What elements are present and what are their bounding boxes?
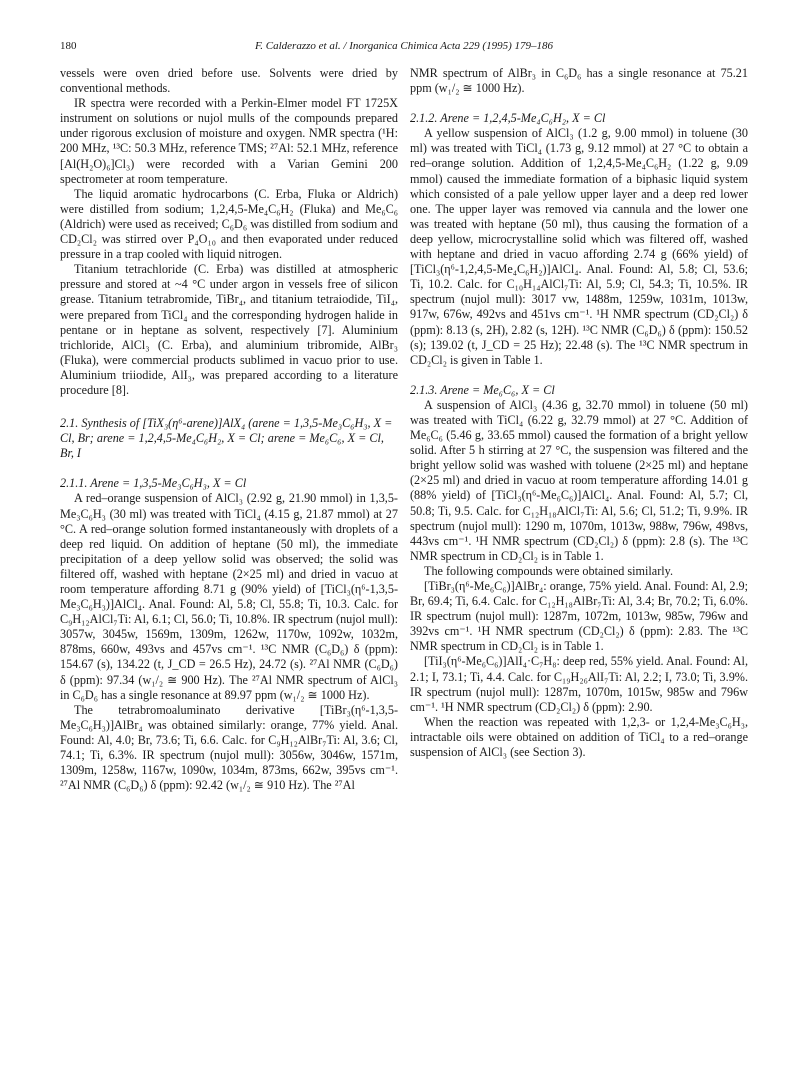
subsection-heading-2-1-1: 2.1.1. Arene = 1,3,5-Me₃C₆H₃, X = Cl <box>60 476 247 491</box>
paragraph-durene-procedure: A yellow suspension of AlCl₃ (1.2 g, 9.00 mmol) in toluene (30 ml) was treated with TiCl₄ (1.73 g, 9.12 mmol) at 27 °C to obtain a red–orange solution. Addition of 1,2,4,5-Me₄C₆H₂ (1.22 g, 9.09 mmol) caused the immediate formation of a biphasic liquid system which consisted of a pale yellow upper layer and a deep red lower one. The upper layer was removed via cannula and the lower one was treated with heptane (50 ml), thus causing the formation of a deep yellow, microcrystalline solid which was filtered off, washed with heptane and dried in vacuo affording 2.74 g (66% yield) of [TiCl₃(η⁶-1,2,4,5-Me₄C₆H₂)]AlCl₄. Anal. Found: Al, 5.8; Cl, 53.6; Ti, 10.2. Calc. for C₁₀H₁₄AlCl₇Ti: Al, 5.9; Cl, 54.3; Ti, 10.5%. IR spectrum (nujol mull): 3017 vw, 1488m, 1259w, 1031m, 1013w, 917w, 676w, 492vs and 451vs cm⁻¹. ¹H NMR spectrum (CD₂Cl₂) δ (ppm): 8.13 (s, 2H), 2.82 (s, 12H). ¹³C NMR (C₆D₆) δ (ppm): 150.52 (s); 139.02 (t, J_CD = 25 Hz); 22.48 (s). The ¹³C NMR spectrum in CD₂Cl₂ is given in Table 1. <box>410 126 748 367</box>
running-header <box>60 40 748 56</box>
subsection-heading-2-1-3: 2.1.3. Arene = Me₆C₆, X = Cl <box>410 382 555 397</box>
paragraph-hexamethylbenzene-procedure: A suspension of AlCl₃ (4.36 g, 32.70 mmol) in toluene (50 ml) was treated with TiCl₄ (6.22 g, 32.79 mmol) at 27 °C. Addition of Me₆C₆ (5.46 g, 33.65 mmol) caused the formation of a bright yellow solid. After 5 h stirring at 27 °C, the suspension was filtered and the bright yellow solid was washed with toluene (2×25 ml) and heptane (2×25 ml) and dried in vacuo at room temperature affording 14.01 g (88% yield) of [TiCl₃(η⁶-Me₆C₆)]AlCl₄. Anal. Found: Al, 5.7; Cl, 50.8; Ti, 9.5. Calc. for C₁₂H₁₈AlCl₇Ti: Al, 5.6; Cl, 51.2; Ti, 9.9%. IR spectrum (nujol mull): 1290 m, 1070m, 1013w, 988w, 796w, 498vs, 443vs cm⁻¹. ¹H NMR spectrum (CD₂Cl₂) δ (ppm): 2.8 (s). The ¹³C NMR spectrum in CD₂Cl₂ is in Table 1. <box>410 397 748 563</box>
section-heading-2-1: 2.1. Synthesis of [TiX₃(η⁶-arene)]AlX₄ (arene = 1,3,5-Me₃C₆H₃, X = Cl, Br; arene = 1,2,4,5-Me₄C₆H₂, X = Cl; arene = Me₆C₆, X = Cl, Br, I <box>60 416 393 461</box>
paragraph-tii3-compound: [TiI₃(η⁶-Me₆C₆)]AlI₄·C₇H₈: deep red, 55% yield. Anal. Found: Al, 2.1; I, 73.1; Ti, 4.4. Calc. for C₁₉H₂₆AlI₇Ti: Al, 2.2; I, 73.0; Ti, 3.9%. IR spectrum (nujol mull): 1287m, 1070m, 1015w, 985w and 796w cm⁻¹. ¹H NMR spectrum (CD₂Cl₂) δ (ppm): 2.90. <box>410 654 748 714</box>
paragraph-hydrocarbons: The liquid aromatic hydrocarbons (C. Erba, Fluka or Aldrich) were distilled from sodium; 1,2,4,5-Me₄C₆H₂ (Fluka) and Me₆C₆ (Aldrich) were used as received; C₆D₆ was distilled from sodium and CD₂Cl₂ was stirred over P₄O₁₀ and then evaporated under reduced pressure in a trap cooled with liquid nitrogen. <box>60 186 398 262</box>
paragraph-titanium: Titanium tetrachloride (C. Erba) was distilled at atmospheric pressure and stored at ~4 °C under argon in vessels free of silicon grease. Titanium tetrabromide, TiBr₄, and titanium tetraiodide, TiI₄, were prepared from TiCl₄ and the corresponding hydrogen halide in pentane or in heptane as solvent, respectively [7]. Aluminium trichloride, AlCl₃ (C. Erba), and aluminium tribromide, AlBr₃ (Fluka), were commercial products sublimed in vacuo prior to use. Aluminium triiodide, AlI₃, was prepared according to a literature procedure [8]. <box>60 262 398 397</box>
paragraph-following-compounds: The following compounds were obtained similarly. <box>424 563 673 578</box>
running-title: F. Calderazzo et al. / Inorganica Chimica Acta 229 (1995) 179–186 <box>254 40 553 52</box>
right-column <box>410 66 748 760</box>
page-number: 180 <box>60 40 77 52</box>
paragraph-albr3-nmr: NMR spectrum of AlBr₃ in C₆D₆ has a single resonance at 75.21 ppm (w₁/₂ ≅ 1000 Hz). <box>410 66 748 96</box>
paragraph-tibr3-compound: [TiBr₃(η⁶-Me₆C₆)]AlBr₄: orange, 75% yield. Anal. Found: Al, 2.9; Br, 69.4; Ti, 6.4. Calc. for C₁₂H₁₈AlBr₇Ti: Al, 3.4; Br, 70.2; Ti, 6.0%. IR spectrum (nujol mull): 1287m, 1072m, 1013w, 985w, 796w and 392vs cm⁻¹. ¹H NMR spectrum (CD₂Cl₂) δ (ppm): 2.83. The ¹³C NMR spectrum in CD₂Cl₂ is in Table 1. <box>410 579 748 654</box>
paragraph-spectra: IR spectra were recorded with a Perkin-Elmer model FT 1725X instrument on solutions or nujol mulls of the compounds prepared under rigorous exclusion of moisture and oxygen. NMR spectra (¹H: 200 MHz, ¹³C: 50.3 MHz, reference TMS; ²⁷Al: 52.1 MHz, reference [Al(H₂O)₆]Cl₃) were recorded with a Varian Gemini 200 spectrometer at room temperature. <box>60 96 398 186</box>
paragraph-vessels: vessels were oven dried before use. Solvents were dried by conventional methods. <box>60 66 398 96</box>
subsection-heading-2-1-2: 2.1.2. Arene = 1,2,4,5-Me₄C₆H₂, X = Cl <box>410 111 606 126</box>
left-column <box>60 66 398 793</box>
paragraph-repeated-reaction: When the reaction was repeated with 1,2,3- or 1,2,4-Me₃C₆H₃, intractable oils were obtained on addition of TiCl₄ to a red–orange suspension of AlCl₃ (see Section 3). <box>410 714 748 760</box>
paragraph-mesitylene-procedure: A red–orange suspension of AlCl₃ (2.92 g, 21.90 mmol) in 1,3,5-Me₃C₆H₃ (30 ml) was treated with TiCl₄ (4.15 g, 21.87 mmol) at 27 °C. A red–orange solution formed instantaneously with droplets of a deep red liquid. On addition of heptane (50 ml), the immediate precipitation of a deep yellow solid was observed; the solid was filtered off, washed with heptane (2×25 ml) and dried in vacuo at room temperature affording 8.71 g (90% yield) of [TiCl₃(η⁶-1,3,5-Me₃C₆H₃)]AlCl₄. Anal. Found: Al, 5.8; Cl, 55.8; Ti, 10.3. Calc. for C₉H₁₂AlCl₇Ti: Al, 6.1; Cl, 56.0; Ti, 10.8%. IR spectrum (nujol mull): 3057w, 3045w, 1569m, 1309m, 1262w, 1170w, 1092w, 1032m, 878ms, 660w, 493vs and 457vs cm⁻¹. ¹³C NMR (C₆D₆) δ (ppm): 154.67 (s), 134.22 (t, J_CD = 26.5 Hz), 24.72 (s). ²⁷Al NMR (C₆D₆) δ (ppm): 97.34 (w₁/₂ ≅ 900 Hz). The ²⁷Al NMR spectrum of AlCl₃ in C₆D₆ has a single resonance at 89.97 ppm (w₁/₂ ≅ 1000 Hz). <box>60 491 398 702</box>
paragraph-tetrabromo: The tetrabromoaluminato derivative [TiBr₃(η⁶-1,3,5-Me₃C₆H₃)]AlBr₄ was obtained similarly: orange, 77% yield. Anal. Found: Al, 4.0; Br, 73.6; Ti, 6.6. Calc. for C₉H₁₂AlBr₇Ti: Al, 3.6; Cl, 74.1; Ti, 6.3%. IR spectrum (nujol mull): 3056w, 3046w, 1571m, 1309m, 1258w, 1167w, 1090w, 1034m, 873ms, 662w, 395vs cm⁻¹. ²⁷Al NMR (C₆D₆) δ (ppm): 92.42 (w₁/₂ ≅ 910 Hz). The ²⁷Al <box>60 702 398 793</box>
